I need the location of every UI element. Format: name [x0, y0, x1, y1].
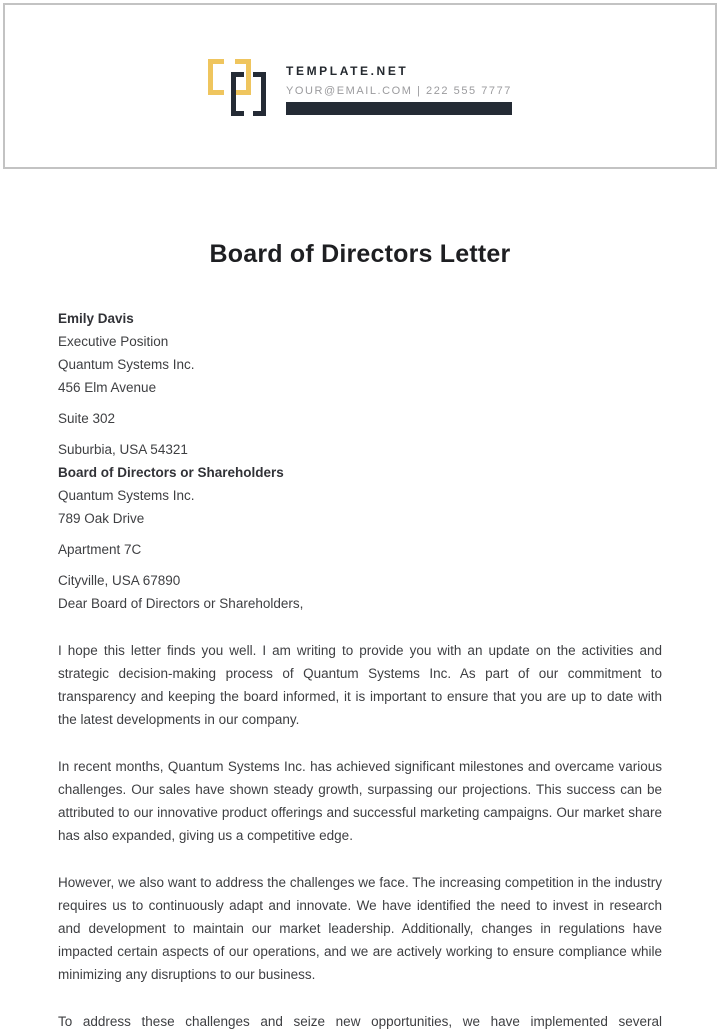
brand-lockup [208, 57, 512, 116]
letter-paragraph-3: However, we also want to address the challenges we face. The increasing competition in the industry requires us to continuously adapt and innovate. We have identified the need to invest in research and development to maintain our market leadership. Additionally, changes in regulations have impacted certain aspects of our operations, and we are actively working to ensure compliance while minimizing any disruptions to our business. [58, 875, 662, 982]
letter-paragraph-1: I hope this letter finds you well. I am writing to provide you with an update on the activities and strategic decision-making process of Quantum Systems Inc. As part of our commitment to transparency and keeping the board informed, it is important to ensure that you are up to date with the latest developments in our company. [58, 643, 662, 727]
recipient-city: Cityville, USA 67890 [58, 573, 181, 588]
sender-name: Emily Davis [58, 311, 134, 326]
sender-street: 456 Elm Avenue [58, 380, 157, 395]
address-block [58, 307, 662, 615]
divider-bar [286, 102, 512, 115]
letterhead [3, 3, 717, 169]
letter-paragraph-4: To address these challenges and seize new opportunities, we have implemented several [58, 1014, 662, 1029]
letter-body [0, 240, 720, 1033]
dark-brackets-icon [231, 72, 266, 116]
sender-suite: Suite 302 [58, 411, 116, 426]
left-bracket-icon [231, 72, 244, 116]
recipient-company: Quantum Systems Inc. [58, 488, 195, 503]
recipient-name: Board of Directors or Shareholders [58, 465, 284, 480]
page-title: Board of Directors Letter [209, 240, 511, 268]
salutation: Dear Board of Directors or Shareholders, [58, 596, 304, 611]
right-bracket-icon [253, 72, 266, 116]
sender-company: Quantum Systems Inc. [58, 357, 195, 372]
letter-paragraph-2: In recent months, Quantum Systems Inc. has achieved significant milestones and overcame various challenges. Our sales have shown steady growth, surpassing our projections. This success can be attributed to our innovative product offerings and successful marketing campaigns. Our market share has also expanded, giving us a competitive edge. [58, 759, 662, 843]
contact-line: YOUR@EMAIL.COM | 222 555 7777 [286, 84, 512, 97]
recipient-street: 789 Oak Drive [58, 511, 145, 526]
left-bracket-icon [208, 59, 224, 95]
sender-city: Suburbia, USA 54321 [58, 442, 188, 457]
recipient-apartment: Apartment 7C [58, 542, 142, 557]
template-net-logo-icon [208, 57, 266, 116]
letterhead-text [286, 57, 512, 115]
sender-position: Executive Position [58, 334, 169, 349]
brand-name: TEMPLATE.NET [286, 63, 409, 78]
